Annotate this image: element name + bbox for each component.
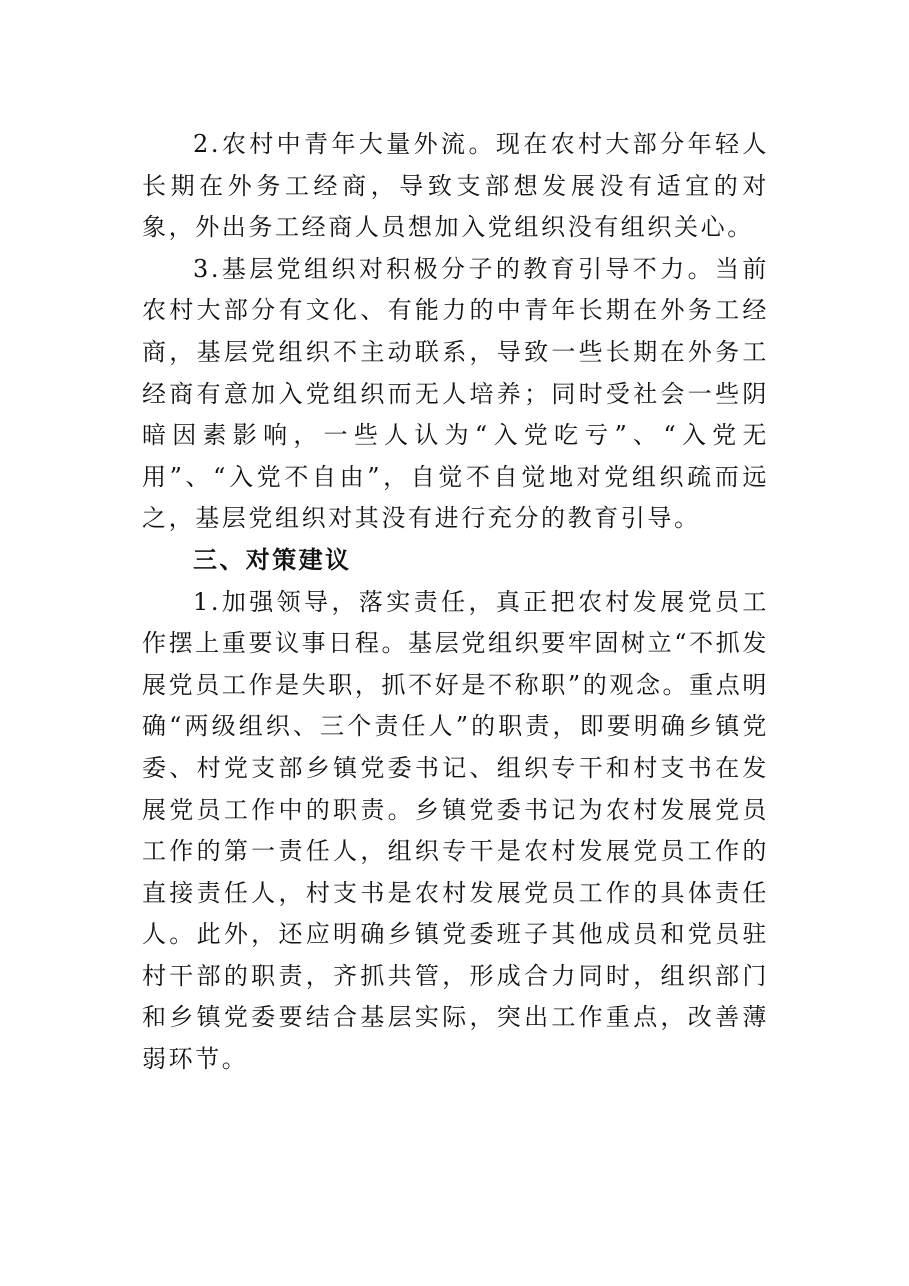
paragraph-item-3: 3.基层党组织对积极分子的教育引导不力。当前农村大部分有文化、有能力的中青年长期在外务工经商，基层党组织不主动联系，导致一些长期在外务工经商有意加入党组织而无人培养；同时受社会一些阴暗因素影响，一些人认为“入党吃亏”、“入党无用”、“入党不自由”，自觉不自觉地对党组织疏而远之，基层党组织对其没有进行充分的教育引导。 — [142, 254, 769, 533]
document-body — [142, 124, 769, 1081]
section-heading: 三、对策建议 — [193, 545, 352, 574]
paragraph-suggestion-1: 1.加强领导，落实责任，真正把农村发展党员工作摆上重要议事日程。基层党组织要牢固树立“不抓发展党员工作是失职，抓不好是不称职”的观念。重点明确“两级组织、三个责任人”的职责，即要明确乡镇党委、村党支部乡镇党委书记、组织专干和村支书在发展党员工作中的职责。乡镇党委书记为农村发展党员工作的第一责任人，组织专干是农村发展党员工作的直接责任人，村支书是农村发展党员工作的具体责任人。此外，还应明确乡镇党委班子其他成员和党员驻村干部的职责，齐抓共管，形成合力同时，组织部门和乡镇党委要结合基层实际，突出工作重点，改善薄弱环节。 — [142, 587, 769, 1074]
paragraph-item-2: 2.农村中青年大量外流。现在农村大部分年轻人长期在外务工经商，导致支部想发展没有适宜的对象，外出务工经商人员想加入党组织没有组织关心。 — [142, 130, 769, 242]
